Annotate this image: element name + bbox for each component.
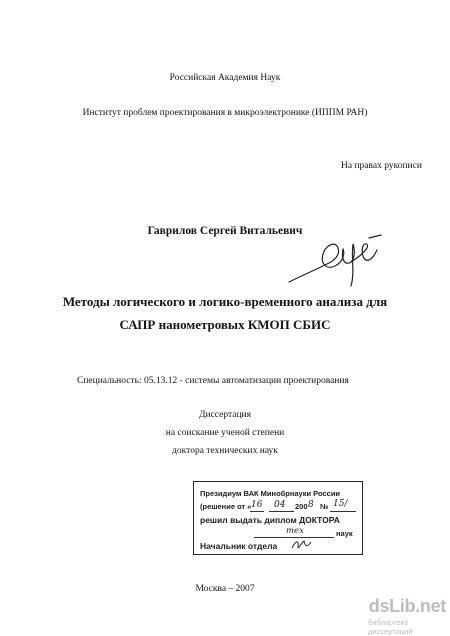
city-year: Москва – 2007 [195, 584, 255, 594]
stamp-head: Начальник отдела [200, 541, 278, 551]
stamp-year-prefix: 200 [295, 502, 308, 511]
stamp-field-suffix: наук [336, 529, 353, 538]
manuscript-note: На правах рукописи [341, 161, 422, 171]
stamp-decision-prefix: (решение от « [200, 502, 252, 511]
stamp-day: 16 [251, 500, 263, 510]
degree-purpose: на соискание ученой степени [165, 428, 285, 438]
degree-name: доктора технических наук [172, 446, 278, 456]
stamp-field: тех [286, 526, 304, 536]
stamp-signature-icon [290, 538, 314, 551]
stamp-number: 15/ [333, 499, 348, 509]
vak-stamp [193, 481, 363, 555]
institute-name: Институт проблем проектирования в микроэлектронике (ИППМ РАН) [82, 108, 368, 118]
dslib-watermark [368, 596, 448, 634]
dissertation-title-line1: Методы логического и логико-временного анализа для [62, 294, 388, 309]
stamp-presidium: Президиум ВАК Минобрнауки России [200, 489, 341, 498]
stamp-year-digit: 8 [308, 500, 314, 510]
stamp-number-sign: № [320, 502, 329, 511]
watermark-subtitle: библиотека диссертаций [368, 618, 413, 636]
dissertation-title-line2: САПР нанометровых КМОП СБИС [119, 317, 331, 332]
stamp-award: решил выдать диплом ДОКТОРА [200, 515, 340, 525]
academy-name: Российская Академия Наук [169, 73, 281, 83]
dissertation-label: Диссертация [199, 410, 251, 420]
watermark-logo: dsLib.net [368, 596, 446, 616]
author-name: Гаврилов Сергей Витальевич [147, 225, 303, 237]
specialty: Специальность: 05.13.12 - системы автоматизации проектирования [77, 376, 349, 386]
stamp-month: 04 [274, 500, 286, 510]
signature-icon [285, 232, 385, 292]
